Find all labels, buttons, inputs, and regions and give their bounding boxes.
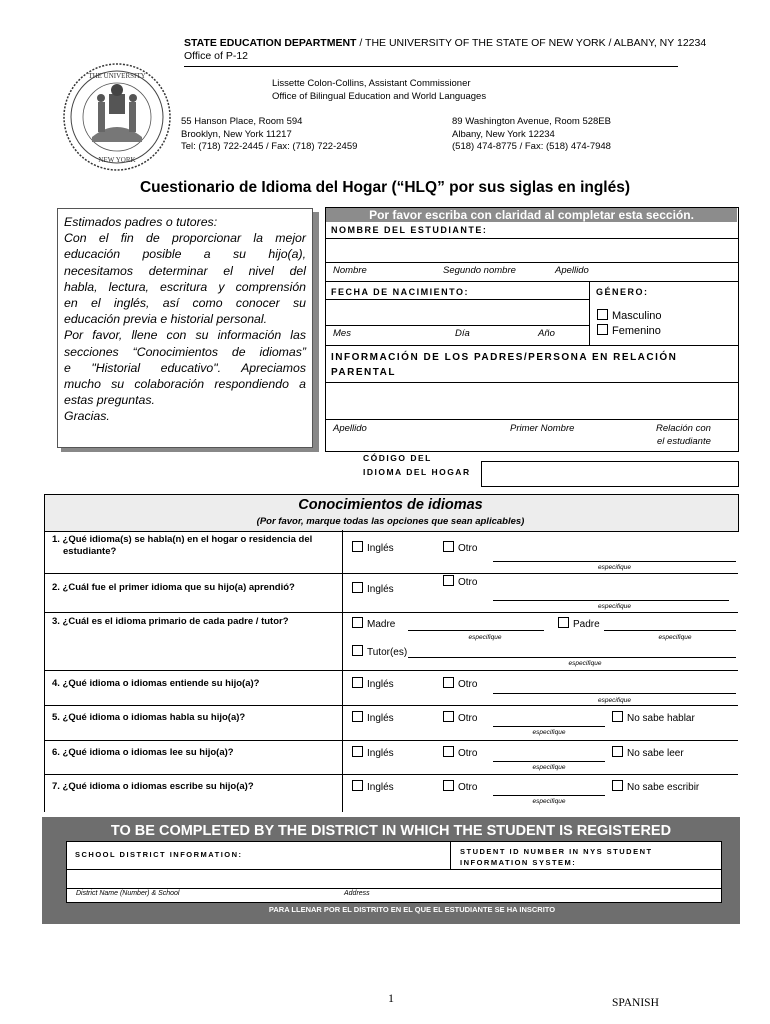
tutores-label: Tutor(es): [367, 647, 408, 658]
intro-line: mucho su colaboración respondiendo a: [64, 377, 306, 392]
relacion-label: Relación con: [656, 423, 711, 434]
checkbox-icon: [352, 780, 363, 791]
dob-input[interactable]: [326, 300, 588, 324]
checkbox-icon: [612, 711, 623, 722]
parent-info-label: INFORMACIÓN DE LOS PADRES/PERSONA EN RELACIÓN: [331, 352, 678, 363]
otro-label: Otro: [458, 543, 478, 554]
address-line: Albany, New York 12234: [452, 128, 555, 140]
q4-specify-line[interactable]: [493, 693, 736, 694]
address-line: 89 Washington Avenue, Room 528EB: [452, 116, 611, 127]
q3-padre-option[interactable]: [558, 617, 600, 630]
brooklyn-address: [181, 116, 357, 154]
rule: [44, 705, 738, 706]
q4-otro-option[interactable]: [443, 677, 477, 690]
home-language-code-label-2: IDIOMA DEL HOGAR: [363, 467, 471, 477]
svg-text:THE UNIVERSITY: THE UNIVERSITY: [88, 72, 146, 80]
segundo-nombre-label: Segundo nombre: [443, 265, 516, 276]
ingles-label: Inglés: [367, 543, 394, 554]
q6-otro-option[interactable]: [443, 746, 477, 759]
parent-primer-nombre-label: Primer Nombre: [510, 423, 575, 434]
intro-line: secciones “Conocimientos de idiomas”: [64, 344, 306, 359]
intro-line: en el inglés, así como conocer su: [64, 296, 306, 311]
femenino-label: Femenino: [612, 325, 661, 337]
question-1: [52, 534, 312, 558]
school-district-label: SCHOOL DISTRICT INFORMATION:: [75, 850, 243, 859]
rule: [325, 325, 589, 326]
question-5: 5. ¿Qué idioma o idiomas habla su hijo(a)?: [52, 712, 246, 723]
clarity-banner: Por favor escriba con claridad al completar esta sección.: [326, 208, 737, 222]
q3-tutores-specify-line[interactable]: [408, 657, 736, 658]
language-tag: SPANISH: [612, 997, 659, 1009]
question-7: 7. ¿Qué idioma o idiomas escribe su hijo(a)?: [52, 781, 254, 792]
rule: [44, 612, 738, 613]
commissioner: Lissette Colon-Collins, Assistant Commissioner: [272, 78, 471, 89]
otro-label: Otro: [458, 679, 478, 690]
question-6: 6. ¿Qué idioma o idiomas lee su hijo(a)?: [52, 747, 234, 758]
checkbox-icon: [558, 617, 569, 628]
question-3: 3. ¿Cuál es el idioma primario de cada padre / tutor?: [52, 616, 289, 627]
ingles-label: Inglés: [367, 713, 394, 724]
q7-specify-line[interactable]: [493, 795, 605, 796]
checkbox-icon: [352, 541, 363, 552]
checkbox-icon: [352, 582, 363, 593]
otro-label: Otro: [458, 748, 478, 759]
checkbox-icon: [443, 575, 454, 586]
department-line: [184, 37, 706, 49]
department-name: STATE EDUCATION DEPARTMENT: [184, 37, 357, 49]
checkbox-icon: [597, 324, 608, 335]
district-footer: PARA LLENAR POR EL DISTRITO EN EL QUE EL ESTUDIANTE SE HA INSCRITO: [268, 905, 556, 914]
q2-ingles-option[interactable]: [352, 582, 394, 595]
specify-label: especifique: [468, 634, 502, 641]
intro-line: Por favor, llene con su información las: [64, 328, 306, 343]
district-name-input[interactable]: [67, 870, 719, 888]
mes-label: Mes: [333, 328, 351, 339]
district-divider: [450, 841, 451, 870]
rule: [44, 670, 738, 671]
checkbox-icon: [352, 617, 363, 628]
specify-label: especifique: [598, 697, 631, 704]
rule: [44, 740, 738, 741]
intro-line: Gracias.: [64, 409, 110, 424]
question-1-text-2: estudiante?: [63, 546, 117, 557]
no-sabe-leer-label: No sabe leer: [627, 748, 684, 759]
femenino-option[interactable]: [597, 324, 661, 337]
q1-otro-option[interactable]: [443, 541, 477, 554]
gender-label: GÉNERO:: [596, 287, 649, 297]
ingles-label: Inglés: [367, 782, 394, 793]
intro-line: estas preguntas.: [64, 393, 155, 408]
question-1-text: 1. ¿Qué idioma(s) se habla(n) en el hogar o residencia del: [52, 534, 313, 545]
specify-label: especifique: [568, 660, 602, 667]
q7-no-sabe-escribir-option[interactable]: [612, 780, 699, 793]
specify-label: especifique: [532, 798, 566, 805]
q3-madre-specify-line[interactable]: [408, 630, 544, 631]
checkbox-icon: [443, 711, 454, 722]
ingles-label: Inglés: [367, 584, 394, 595]
gender-divider: [589, 281, 590, 345]
otro-label: Otro: [458, 577, 478, 588]
svg-text:NEW YORK: NEW YORK: [98, 156, 136, 164]
q7-otro-option[interactable]: [443, 780, 477, 793]
q5-no-sabe-hablar-option[interactable]: [612, 711, 695, 724]
q3-padre-specify-line[interactable]: [604, 630, 736, 631]
checkbox-icon: [443, 780, 454, 791]
intro-line: Estimados padres o tutores:: [64, 215, 218, 229]
otro-label: Otro: [458, 713, 478, 724]
q4-ingles-option[interactable]: [352, 677, 394, 690]
intro-line: Con el fin de proporcionar la mejor: [64, 231, 306, 246]
rule: [44, 573, 738, 574]
checkbox-icon: [443, 746, 454, 757]
specify-label: especifique: [598, 564, 631, 571]
question-4: 4. ¿Qué idioma o idiomas entiende su hijo(a)?: [52, 678, 260, 689]
albany-address: [452, 116, 611, 154]
language-section-subheading: (Por favor, marque todas las opciones que sean aplicables): [256, 516, 525, 527]
q5-ingles-option[interactable]: [352, 711, 394, 724]
nombre-label: Nombre: [333, 265, 367, 276]
specify-label: especifique: [658, 634, 692, 641]
district-banner: TO BE COMPLETED BY THE DISTRICT IN WHICH THE STUDENT IS REGISTERED: [110, 823, 672, 839]
checkbox-icon: [352, 711, 363, 722]
address-line: (518) 474-8775 / Fax: (518) 474-7948: [452, 141, 611, 152]
masculino-option[interactable]: [597, 309, 662, 322]
address-label: Address: [344, 890, 370, 897]
student-name-input[interactable]: [326, 239, 737, 262]
checkbox-icon: [352, 645, 363, 656]
relacion-label-2: el estudiante: [657, 436, 711, 447]
q2-otro-option[interactable]: [443, 575, 477, 588]
office-name: Office of P-12: [184, 50, 249, 62]
parent-apellido-label: Apellido: [333, 423, 367, 434]
checkbox-icon: [352, 677, 363, 688]
q3-madre-option[interactable]: [352, 617, 395, 630]
dia-label: Día: [455, 328, 470, 339]
intro-line: e "Historial educativo". Apreciamos: [64, 360, 306, 375]
masculino-label: Masculino: [612, 310, 662, 322]
parent-info-label-2: PARENTAL: [331, 367, 396, 378]
checkbox-icon: [443, 541, 454, 552]
checkbox-icon: [597, 309, 608, 320]
student-id-label: STUDENT ID NUMBER IN NYS STUDENT: [460, 847, 653, 856]
q6-ingles-option[interactable]: [352, 746, 394, 759]
intro-line: educación previa e historial personal.: [64, 312, 268, 327]
intro-box: [57, 208, 313, 448]
district-name-label: District Name (Number) & School: [76, 890, 180, 897]
checkbox-icon: [612, 780, 623, 791]
q1-specify-line[interactable]: [493, 561, 736, 562]
checkbox-icon: [352, 746, 363, 757]
question-2: 2. ¿Cuál fue el primer idioma que su hijo(a) aprendió?: [52, 582, 295, 593]
q6-specify-line[interactable]: [493, 761, 605, 762]
ingles-label: Inglés: [367, 679, 394, 690]
page-number: 1: [388, 991, 394, 1005]
rule: [325, 262, 738, 263]
student-id-label-2: INFORMATION SYSTEM:: [460, 858, 577, 867]
specify-label: especifique: [532, 729, 566, 736]
specify-label: especifique: [532, 764, 566, 771]
state-seal: [62, 62, 172, 172]
rule: [325, 281, 738, 282]
q1-ingles-option[interactable]: [352, 541, 394, 554]
padre-label: Padre: [573, 619, 600, 630]
no-sabe-hablar-label: No sabe hablar: [627, 713, 695, 724]
ano-label: Año: [538, 328, 555, 339]
home-language-code-label: CÓDIGO DEL: [363, 453, 432, 463]
apellido-label: Apellido: [555, 265, 589, 276]
address-line: 55 Hanson Place, Room 594: [181, 116, 303, 127]
q2-specify-line[interactable]: [493, 600, 729, 601]
bilingual-office: Office of Bilingual Education and World Languages: [272, 91, 487, 102]
rule: [325, 419, 738, 420]
address-line: Tel: (718) 722-2445 / Fax: (718) 722-2459: [181, 141, 358, 152]
intro-line: educación posible a su hijo(a),: [64, 247, 306, 262]
student-name-label: NOMBRE DEL ESTUDIANTE:: [331, 225, 488, 235]
checkbox-icon: [443, 677, 454, 688]
rule: [66, 888, 722, 889]
rule: [44, 774, 738, 775]
home-language-code-input[interactable]: [481, 461, 739, 487]
q6-no-sabe-leer-option[interactable]: [612, 746, 684, 759]
otro-label: Otro: [458, 782, 478, 793]
header-rule: [184, 66, 678, 67]
checkbox-icon: [612, 746, 623, 757]
q7-ingles-option[interactable]: [352, 780, 394, 793]
language-section-heading: Conocimientos de idiomas: [298, 497, 483, 513]
ingles-label: Inglés: [367, 748, 394, 759]
q5-otro-option[interactable]: [443, 711, 477, 724]
parent-info-input[interactable]: [326, 383, 737, 419]
q3-tutores-option[interactable]: [352, 645, 407, 658]
intro-line: necesitamos determinar el nivel del: [64, 263, 306, 278]
specify-label: especifique: [598, 603, 631, 610]
page-title: Cuestionario de Idioma del Hogar (“HLQ” por sus siglas en inglés): [139, 179, 631, 196]
q5-specify-line[interactable]: [493, 726, 605, 727]
dob-label: FECHA DE NACIMIENTO:: [331, 287, 469, 297]
department-rest: / THE UNIVERSITY OF THE STATE OF NEW YORK / ALBANY, NY 12234: [356, 37, 707, 49]
madre-label: Madre: [367, 619, 396, 630]
address-line: Brooklyn, New York 11217: [181, 128, 292, 140]
intro-line: habla, lectura, escritura y comprensión: [64, 279, 306, 294]
rule: [325, 345, 738, 346]
no-sabe-escribir-label: No sabe escribir: [627, 782, 700, 793]
